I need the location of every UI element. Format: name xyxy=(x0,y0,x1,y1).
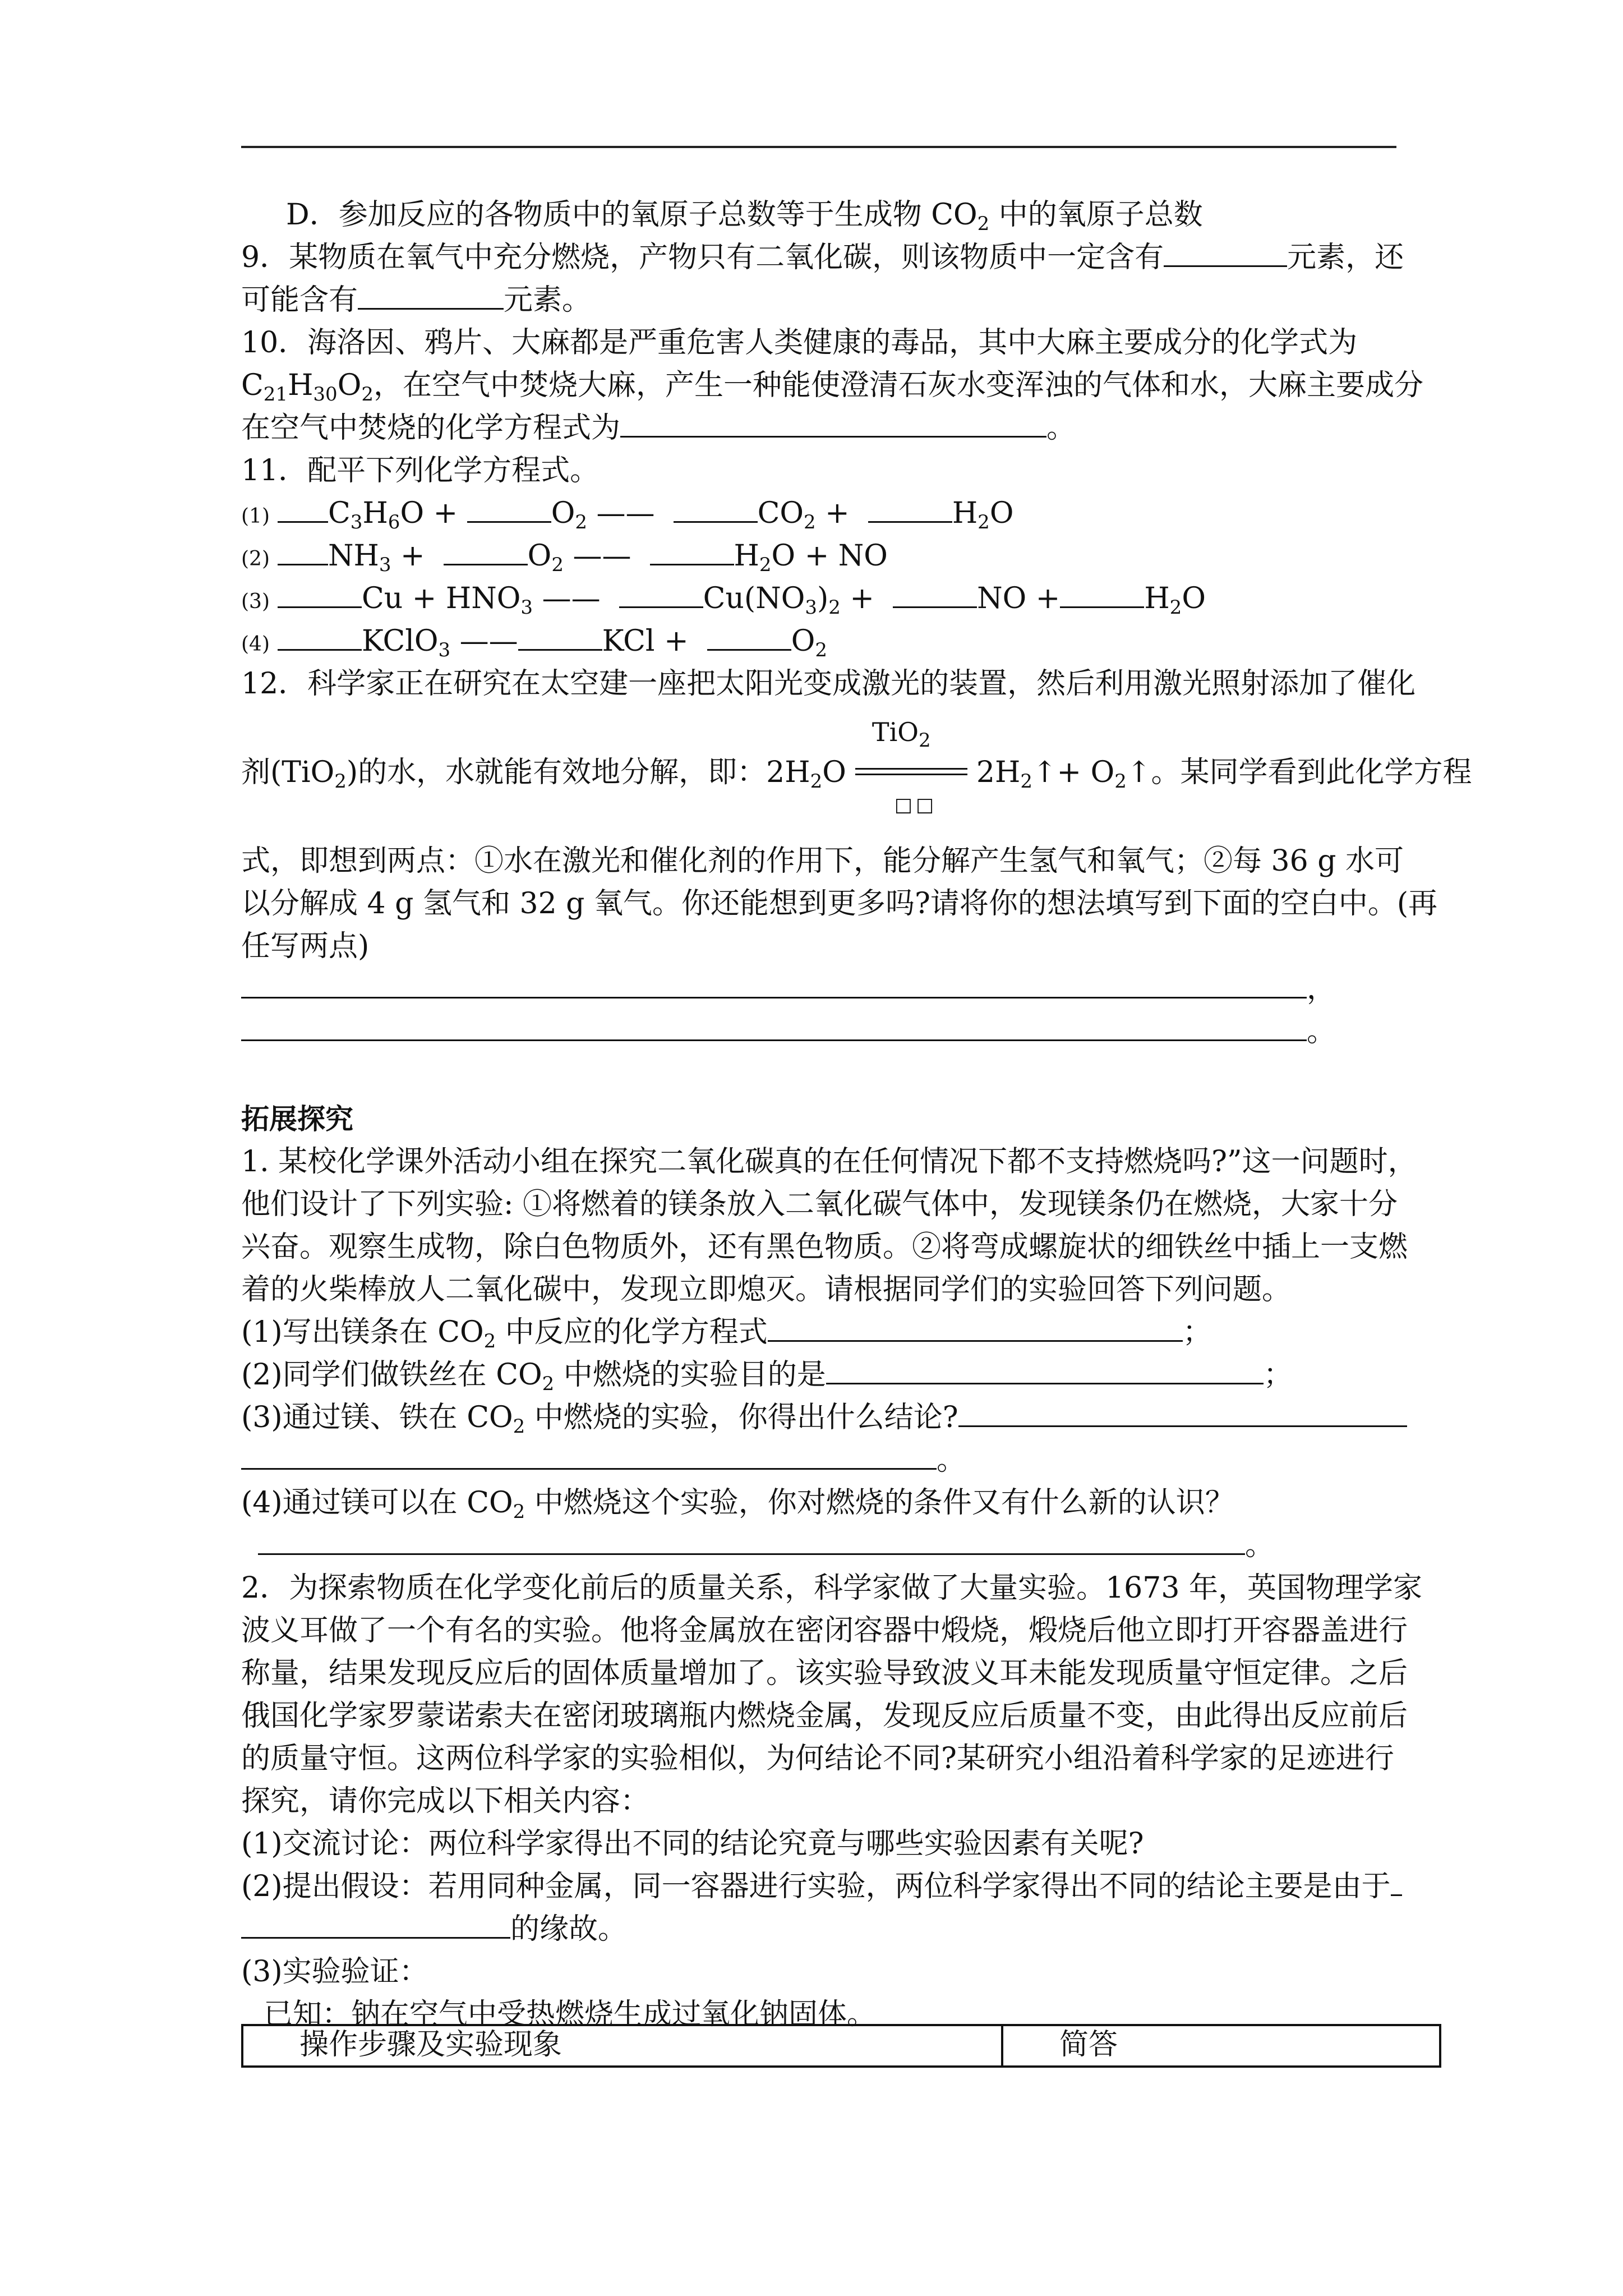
answer-line[interactable] xyxy=(958,1397,1407,1427)
p2-t3: (3)实验验证： xyxy=(241,1955,428,1989)
p2-line2: 波义耳做了一个有名的实验。他将金属放在密闭容器中煅烧，煅烧后他立即打开容器盖进行 xyxy=(241,1614,1408,1648)
p2-t2-cont: 的缘故。 xyxy=(241,1908,1396,1950)
p1-line3: 兴奋。观察生成物，除白色物质外，还有黑色物质。②将弯成螺旋状的细铁丝中插上一支燃 xyxy=(241,1230,1408,1264)
coef-blank[interactable] xyxy=(650,536,734,565)
p1-sub4-cont: 。 xyxy=(241,1524,1396,1567)
answer-line[interactable] xyxy=(241,969,1307,999)
q12-line5: 任写两点) xyxy=(241,930,370,963)
p1-line1: 1. 某校化学课外活动小组在探究二氧化碳真的在任何情况下都不支持燃烧吗?”这一问题时， xyxy=(241,1145,1417,1179)
q12-line3: 式，即想到两点：①水在激光和催化剂的作用下，能分解产生氢气和氧气；②每 36 g 水可 xyxy=(241,844,1404,878)
coef-blank[interactable] xyxy=(1060,578,1144,608)
q12-line1: 12．科学家正在研究在太空建一座把太阳光变成激光的装置，然后利用激光照射添加了催化 xyxy=(241,667,1416,701)
answer-line[interactable] xyxy=(241,1011,1307,1041)
q11-title: 11．配平下列化学方程式。 xyxy=(241,454,600,487)
q11-eq4: (4) KClO$_3$ —— KCl + $O_2$ xyxy=(241,620,1396,662)
p2-line5: 的质量守恒。这两位科学家的实验相似，为何结论不同?某研究小组沿着科学家的足迹进行 xyxy=(241,1742,1394,1775)
coef-blank[interactable] xyxy=(707,621,791,651)
q9-line1: 9．某物质在氧气中充分燃烧，产物只有二氧化碳，则该物质中一定含有 元素，还 xyxy=(241,236,1396,279)
coef-blank[interactable] xyxy=(893,578,977,608)
q12-line4: 以分解成 4 g 氢气和 32 g 氧气。你还能想到更多吗?请将你的想法填写到下面的空白中。(再 xyxy=(241,887,1438,921)
coef-blank[interactable] xyxy=(674,493,758,523)
p2-line4: 俄国化学家罗蒙诺索夫在密闭玻璃瓶内燃烧金属，发现反应后质量不变，由此得出反应前后 xyxy=(241,1699,1408,1733)
q10-line2: $C_{21}H_{30}O_2$，在空气中焚烧大麻，产生一种能使澄清石灰水变浑浊的气体和水，大麻主要成分 xyxy=(241,369,1423,406)
answer-line[interactable] xyxy=(241,1909,510,1939)
q12-answer-1: ， xyxy=(241,968,1396,1010)
q11-eq3: (3) $Cu + HNO_3$ —— $Cu(NO_3)_2$ + NO + $H_2O$ xyxy=(241,577,1396,620)
q9-blank-1[interactable] xyxy=(1164,237,1287,267)
coef-blank[interactable] xyxy=(278,578,362,608)
table-header-steps: 操作步骤及实验现象 xyxy=(243,2026,1003,2065)
q9-line2: 可能含有 元素。 xyxy=(241,279,1396,321)
option-d: D．参加反应的各物质中的氧原子总数等于生成物 $CO_2$ 中的氧原子总数 xyxy=(286,198,1203,235)
answer-line[interactable] xyxy=(241,1440,937,1470)
p2-known: 已知：钠在空气中受热燃烧生成过氧化钠固体。 xyxy=(264,1998,877,2031)
coef-blank[interactable] xyxy=(278,536,328,565)
experiment-table xyxy=(241,2024,1441,2068)
p2-t1: (1)交流讨论：两位科学家得出不同的结论究竟与哪些实验因素有关呢? xyxy=(241,1827,1144,1861)
q10-equation-blank[interactable] xyxy=(620,408,1046,438)
q10-line1: 10．海洛因、鸦片、大麻都是严重危害人类健康的毒品，其中大麻主要成分的化学式为 xyxy=(241,326,1358,360)
section-heading: 拓展探究 xyxy=(241,1103,353,1135)
coef-blank[interactable] xyxy=(444,536,528,565)
coef-blank[interactable] xyxy=(619,578,703,608)
q9-blank-2[interactable] xyxy=(358,280,504,310)
p2-t2: (2)提出假设：若用同种金属，同一容器进行实验，两位科学家得出不同的结论主要是由于 xyxy=(241,1865,1396,1908)
answer-line[interactable] xyxy=(826,1355,1264,1384)
coef-blank[interactable] xyxy=(278,621,362,651)
q12-answer-2: 。 xyxy=(241,1010,1396,1053)
coef-blank[interactable] xyxy=(278,493,328,523)
q12-equation-row: 剂(TiO$_2$)的水，水就能有效地分解，即：$2H_2O$ TiO$_2$ □□ $2H_2↑+$ $O_2↑$。某同学看到此化学方程 xyxy=(241,717,1472,816)
header-rule xyxy=(241,146,1396,148)
q10-line3: 在空气中焚烧的化学方程式为 。 xyxy=(241,407,1396,449)
table-header-answer: 简答 xyxy=(1059,2028,1118,2062)
coef-blank[interactable] xyxy=(518,621,602,651)
p1-line4: 着的火柴棒放人二氧化碳中，发现立即熄灭。请根据同学们的实验回答下列问题。 xyxy=(241,1273,1292,1306)
p1-sub2: (2)同学们做铁丝在 $CO_2$ 中燃烧的实验目的是 ； xyxy=(241,1354,1396,1396)
p2-line1: 2．为探索物质在化学变化前后的质量关系，科学家做了大量实验。1673 年，英国物理学家 xyxy=(241,1571,1422,1605)
p2-line3: 称量，结果发现反应后的固体质量增加了。该实验导致波义耳未能发现质量守恒定律。之后 xyxy=(241,1657,1408,1690)
p2-line6: 探究，请你完成以下相关内容： xyxy=(241,1784,650,1818)
p1-sub3: (3)通过镁、铁在 $CO_2$ 中燃烧的实验，你得出什么结论? xyxy=(241,1396,1396,1439)
p1-sub1: (1)写出镁条在 $CO_2$ 中反应的化学方程式 ； xyxy=(241,1311,1396,1354)
coef-blank[interactable] xyxy=(868,493,952,523)
p1-line2: 他们设计了下列实验: ①将燃着的镁条放入二氧化碳气体中，发现镁条仍在燃烧，大家十分 xyxy=(241,1188,1398,1221)
p1-sub3-cont: 。 xyxy=(241,1439,1396,1481)
reaction-arrow: TiO$_2$ □□ xyxy=(855,751,967,794)
answer-line[interactable] xyxy=(1391,1866,1402,1896)
worksheet-page xyxy=(241,194,1472,2036)
p1-sub4: (4)通过镁可以在 $CO_2$ 中燃烧这个实验，你对燃烧的条件又有什么新的认识？ xyxy=(241,1486,1234,1523)
answer-line[interactable] xyxy=(768,1312,1183,1342)
q11-eq2: (2) $NH_3 + O_2$ —— $H_2O$ + NO xyxy=(241,535,1396,577)
coef-blank[interactable] xyxy=(467,493,551,523)
answer-line[interactable] xyxy=(258,1525,1245,1555)
q11-eq1: (1) $C_3H_6O + O_2$ —— $CO_2 + H_2O$ xyxy=(241,492,1396,535)
